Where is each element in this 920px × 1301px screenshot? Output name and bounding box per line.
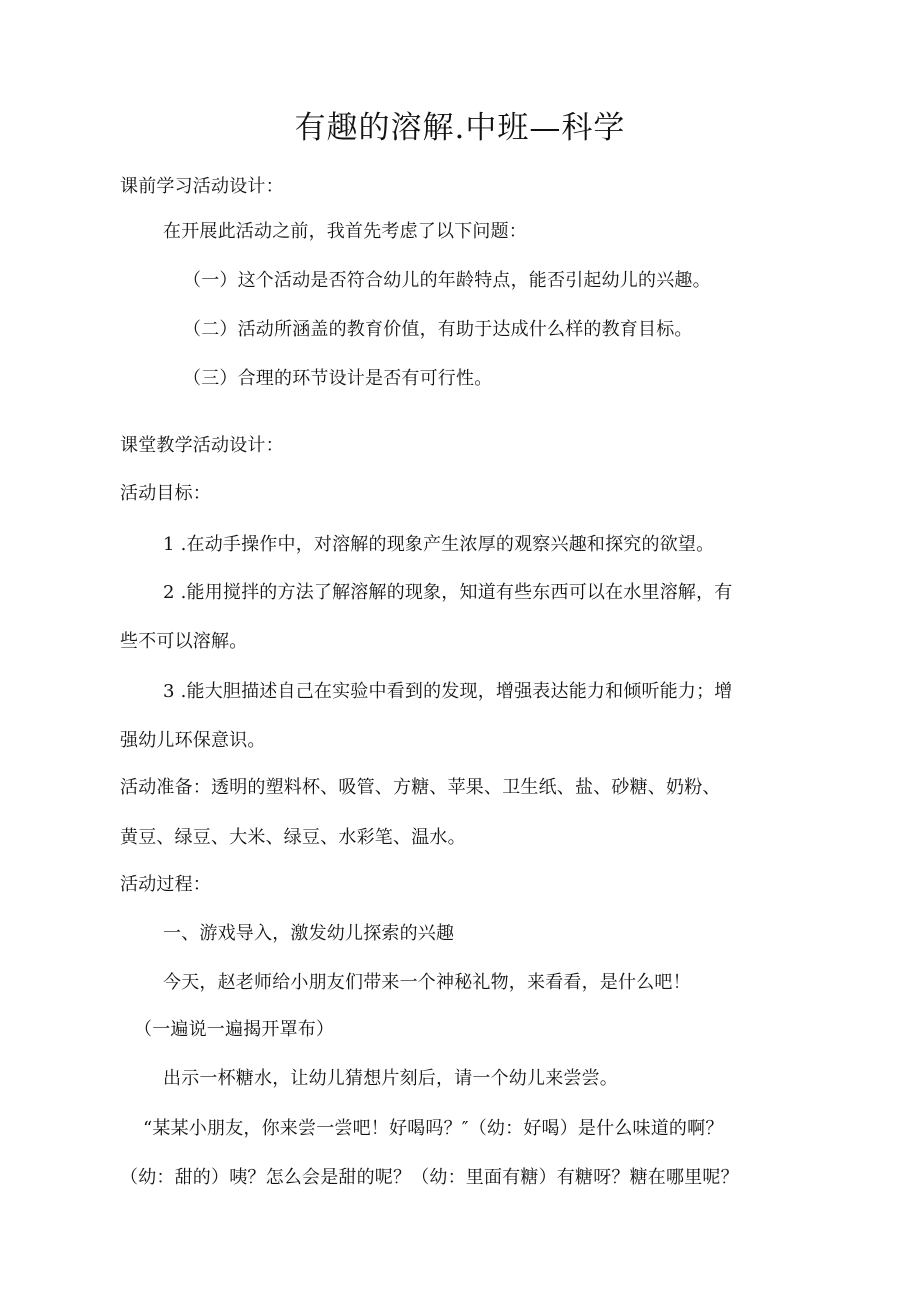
process-line-3: 出示一杯糖水，让幼儿猜想片刻后，请一个幼儿来尝尝。: [163, 1068, 618, 1089]
process-heading: 活动过程：: [120, 874, 211, 895]
goal-1: 1 .在动手操作中，对溶解的现象产生浓厚的观察兴趣和探究的欲望。: [163, 534, 715, 555]
preparation-line-1: 活动准备：透明的塑料杯、吸管、方糖、苹果、卫生纸、盐、砂糖、奶粉、: [120, 777, 721, 798]
goal-2: 2 .能用搅拌的方法了解溶解的现象，知道有些东西可以在水里溶解，有: [163, 582, 733, 603]
process-line-5: （幼：甜的）咦？怎么会是甜的呢？（幼：里面有糖）有糖呀？糖在哪里呢？: [120, 1167, 739, 1188]
process-line-2: （一遍说一遍揭开罩布）: [134, 1019, 335, 1040]
goal-3: 3 .能大胆描述自己在实验中看到的发现，增强表达能力和倾听能力；增: [163, 681, 733, 702]
process-line-4: “某某小朋友，你来尝一尝吧！好喝吗？″（幼：好喝）是什么味道的啊？: [143, 1118, 724, 1139]
pre-class-intro: 在开展此活动之前，我首先考虑了以下问题：: [163, 221, 527, 242]
question-3: （三）合理的环节设计是否有可行性。: [183, 368, 493, 389]
process-section-1-title: 一、游戏导入，激发幼儿探索的兴趣: [163, 923, 455, 944]
question-2: （二）活动所涵盖的教育价值，有助于达成什么样的教育目标。: [183, 319, 693, 340]
goal-3-continued: 强幼儿环保意识。: [120, 730, 266, 751]
document-title: 有趣的溶解.中班—科学: [294, 110, 626, 146]
goal-2-continued: 些不可以溶解。: [120, 631, 248, 652]
question-1: （一）这个活动是否符合幼儿的年龄特点，能否引起幼儿的兴趣。: [183, 270, 711, 291]
class-design-heading: 课堂教学活动设计：: [120, 435, 284, 456]
pre-class-heading: 课前学习活动设计：: [120, 176, 284, 197]
process-line-1: 今天，赵老师给小朋友们带来一个神秘礼物，来看看，是什么吧！: [163, 972, 691, 993]
goals-heading: 活动目标：: [120, 483, 211, 504]
preparation-line-2: 黄豆、绿豆、大米、绿豆、水彩笔、温水。: [120, 827, 466, 848]
